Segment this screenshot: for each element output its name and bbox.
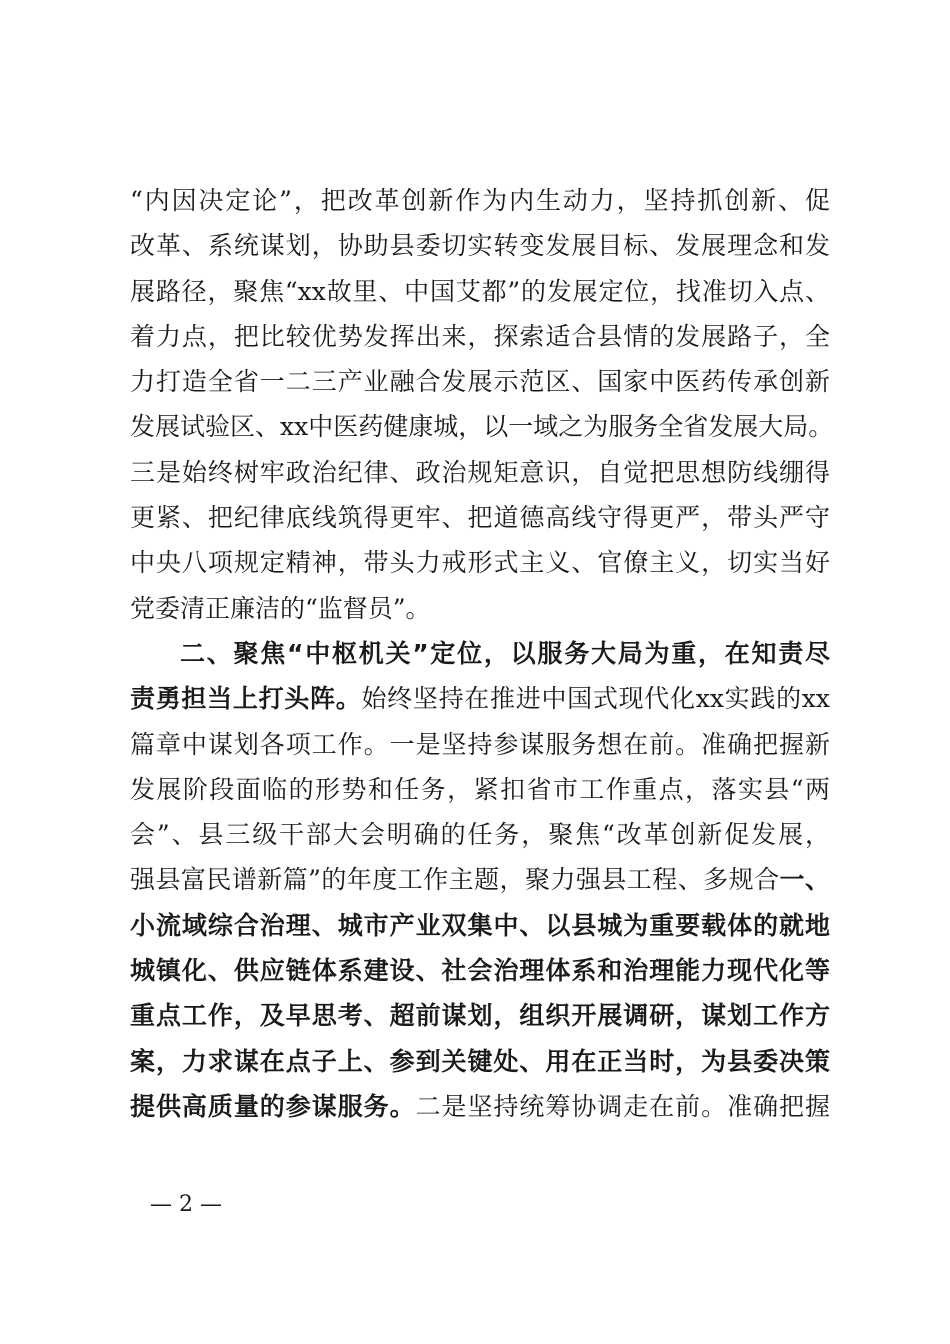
document-body	[130, 178, 834, 1129]
mixed-line	[130, 857, 830, 902]
bold-text-line: 小流域综合治理、城市产业双集中、以县城为重要载体的就地	[130, 910, 830, 940]
text-line: 力打造全省一二三产业融合发展示范区、国家中医药传承创新	[130, 367, 830, 397]
bold-text-line: 重点工作，及早思考、超前谋划，组织开展调研，谋划工作方	[130, 1001, 830, 1031]
section-heading: 二、聚焦“中枢机关”定位，以服务大局为重，在知责尽	[180, 638, 830, 668]
bold-text: 一、	[779, 865, 830, 895]
section-heading-continued	[130, 676, 830, 721]
text-line: 更紧、把纪律底线筑得更牢、把道德高线守得更严，带头严守	[130, 503, 830, 533]
text-line: 发展阶段面临的形势和任务，紧扣省市工作重点，落实县“两	[130, 774, 830, 804]
paragraph-text: 二是坚持统筹协调走在前。准确把握	[415, 1091, 830, 1121]
text-line: 篇章中谋划各项工作。一是坚持参谋服务想在前。准确把握新	[130, 729, 830, 759]
text-line: “内因决定论”，把改革创新作为内生动力，坚持抓创新、促	[130, 186, 830, 215]
bold-text-line: 案，力求谋在点子上、参到关键处、用在正当时，为县委决策	[130, 1046, 830, 1076]
paragraph-text: 始终坚持在推进中国式现代化xx实践的xx	[361, 684, 830, 714]
mixed-line	[130, 1084, 830, 1129]
text-line: 着力点，把比较优势发挥出来，探索适合县情的发展路子，全	[130, 321, 830, 351]
section-heading-tail: 责勇担当上打头阵。	[130, 684, 362, 714]
bold-text-line: 城镇化、供应链体系建设、社会治理体系和治理能力现代化等	[130, 956, 830, 986]
paragraph-text: 强县富民谱新篇”的年度工作主题，聚力强县工程、多规合	[130, 865, 780, 895]
bold-text: 提供高质量的参谋服务。	[130, 1091, 416, 1121]
text-line: 三是始终树牢政治纪律、政治规矩意识，自觉把思想防线绷得	[130, 457, 830, 487]
text-line: 中央八项规定精神，带头力戒形式主义、官僚主义，切实当好	[130, 548, 830, 578]
text-line: 展路径，聚焦“xx故里、中国艾都”的发展定位，找准切入点、	[130, 276, 830, 306]
text-line: 会”、县三级干部大会明确的任务，聚焦“改革创新促发展，	[130, 820, 830, 850]
text-line: 党委清正廉洁的“监督员”。	[130, 593, 431, 623]
page-number: — 2 —	[150, 1192, 222, 1217]
text-line: 改革、系统谋划，协助县委切实转变发展目标、发展理念和发	[130, 231, 830, 261]
text-line: 发展试验区、xx中医药健康城，以一域之为服务全省发展大局。	[130, 412, 834, 442]
